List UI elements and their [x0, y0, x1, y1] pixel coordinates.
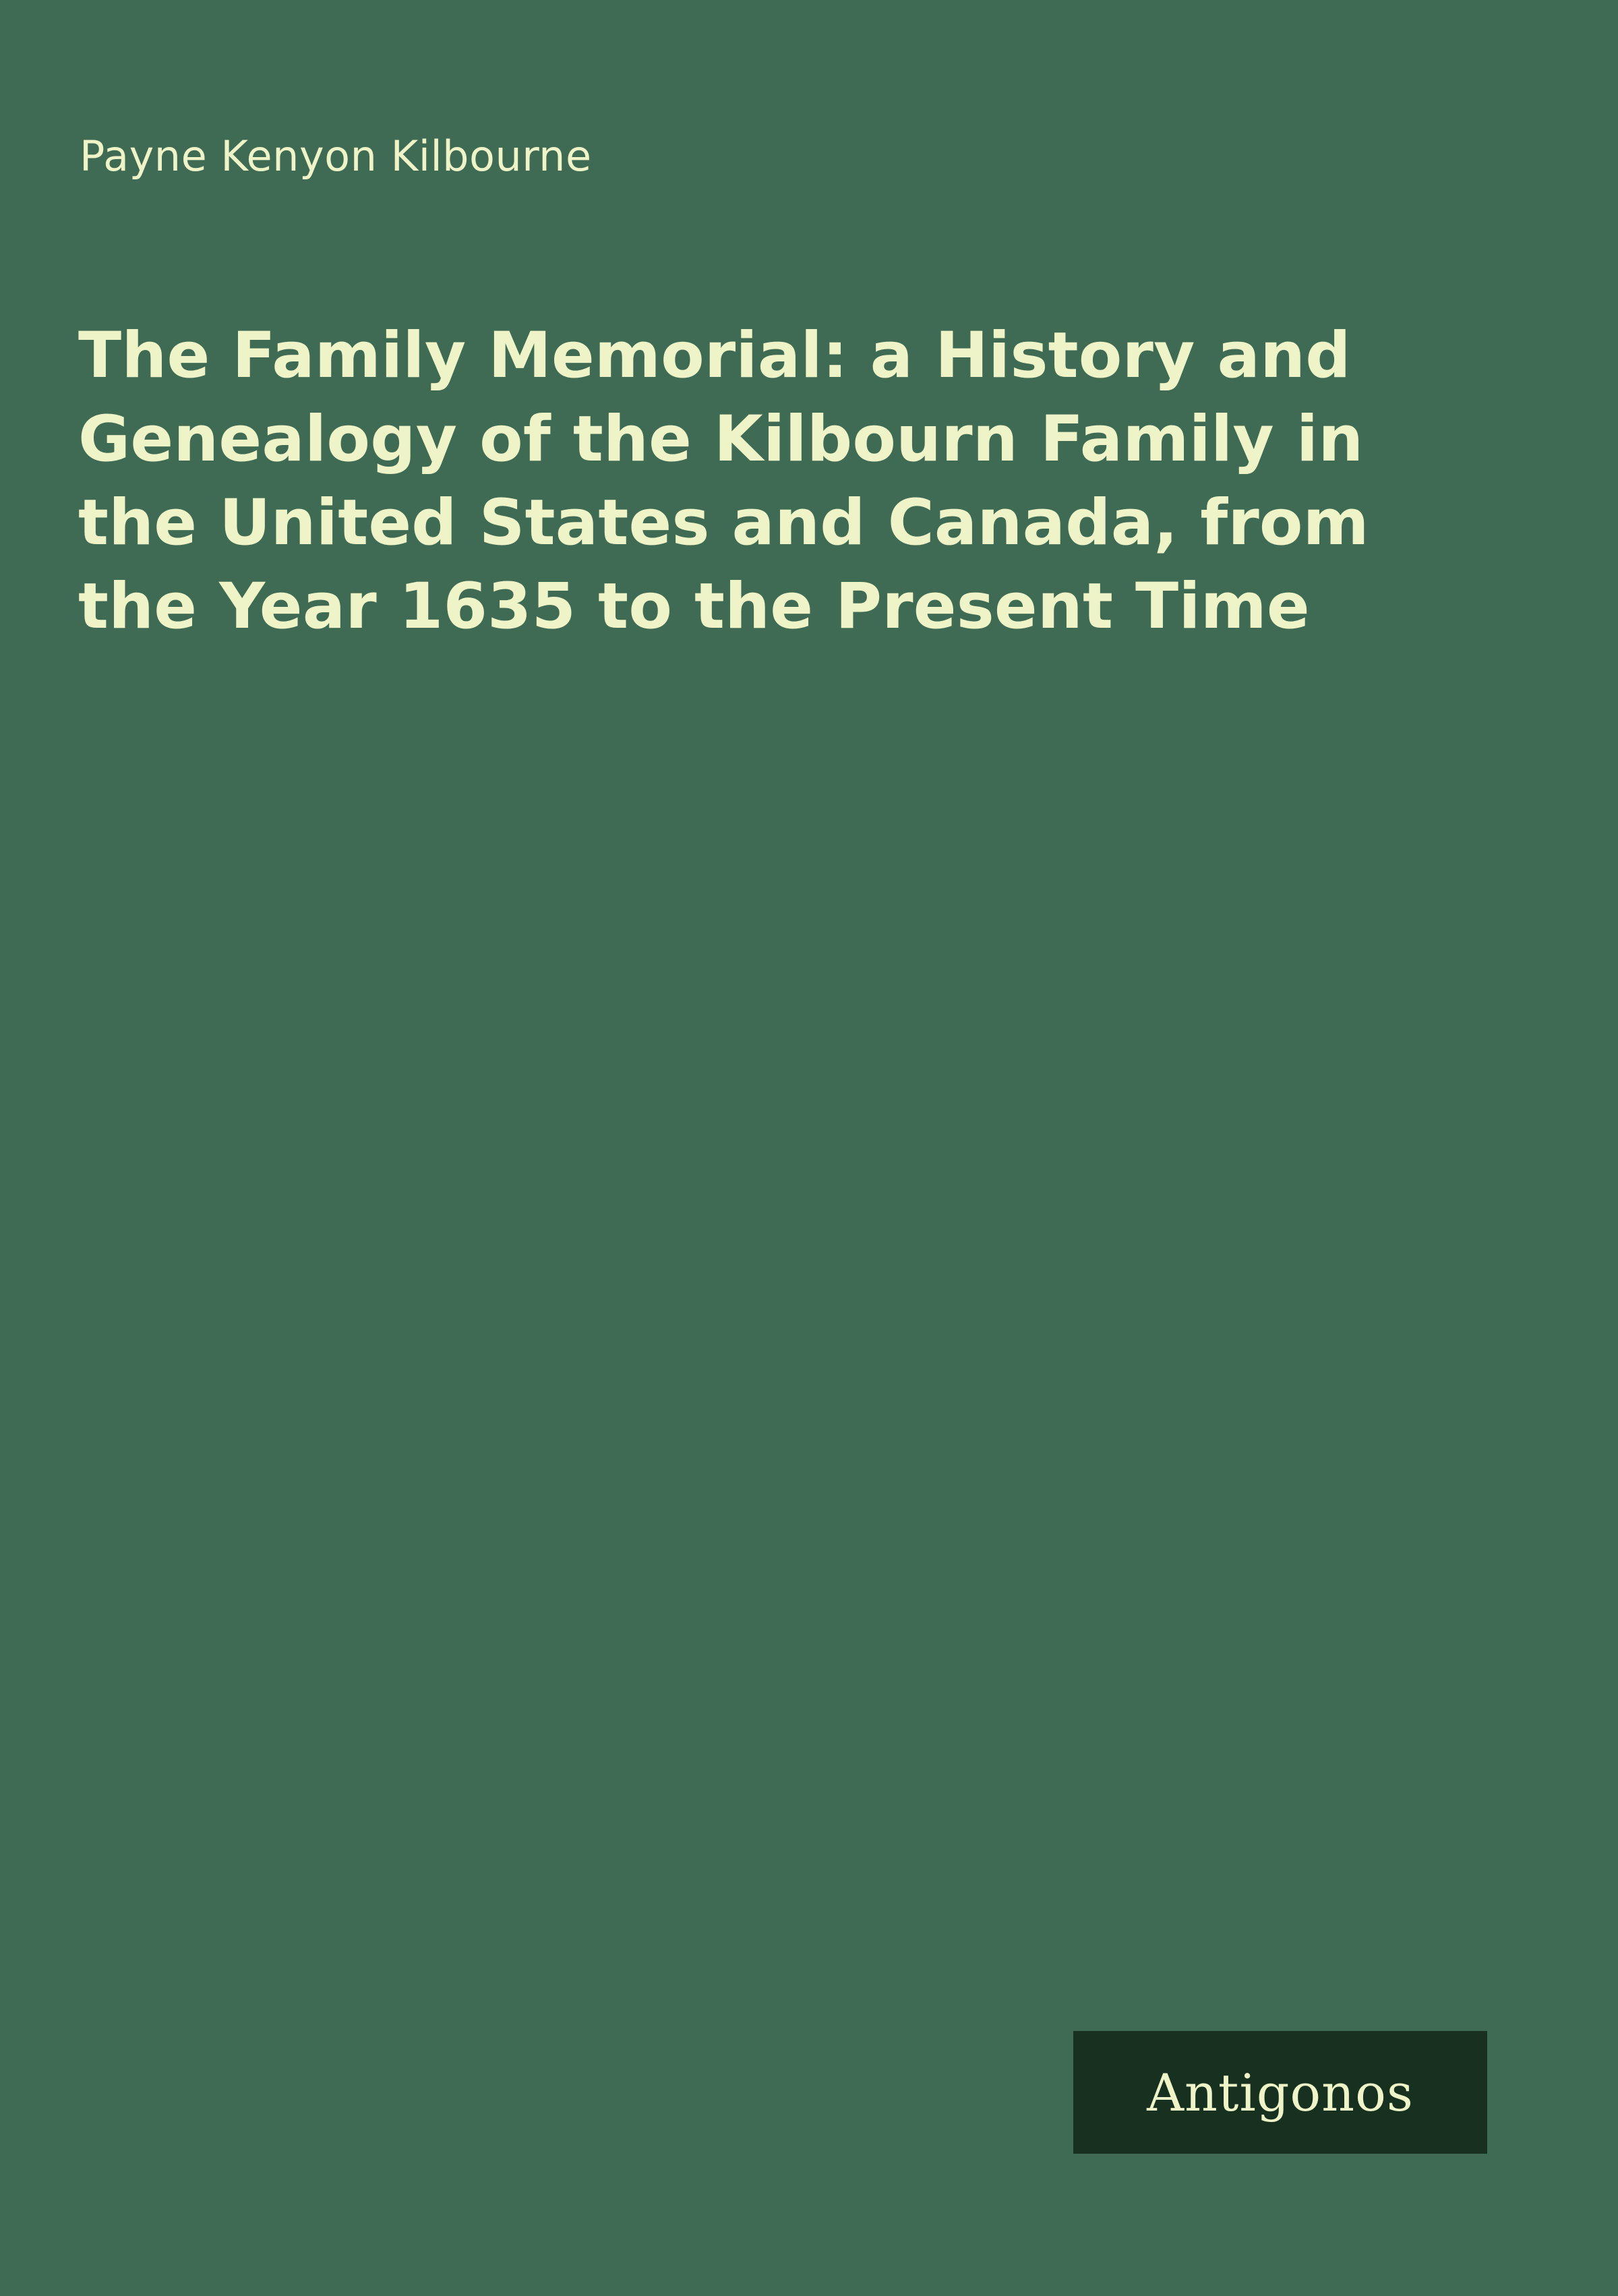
- publisher-badge: [1073, 2031, 1487, 2154]
- book-title: The Family Memorial: a History and Genealogy of the Kilbourn Family in the United States and Canada, from the Year 1635 to the Present Time: [78, 319, 1369, 644]
- author-name: Payne Kenyon Kilbourne: [80, 131, 592, 181]
- publisher-name: Antigonos: [1147, 2062, 1414, 2123]
